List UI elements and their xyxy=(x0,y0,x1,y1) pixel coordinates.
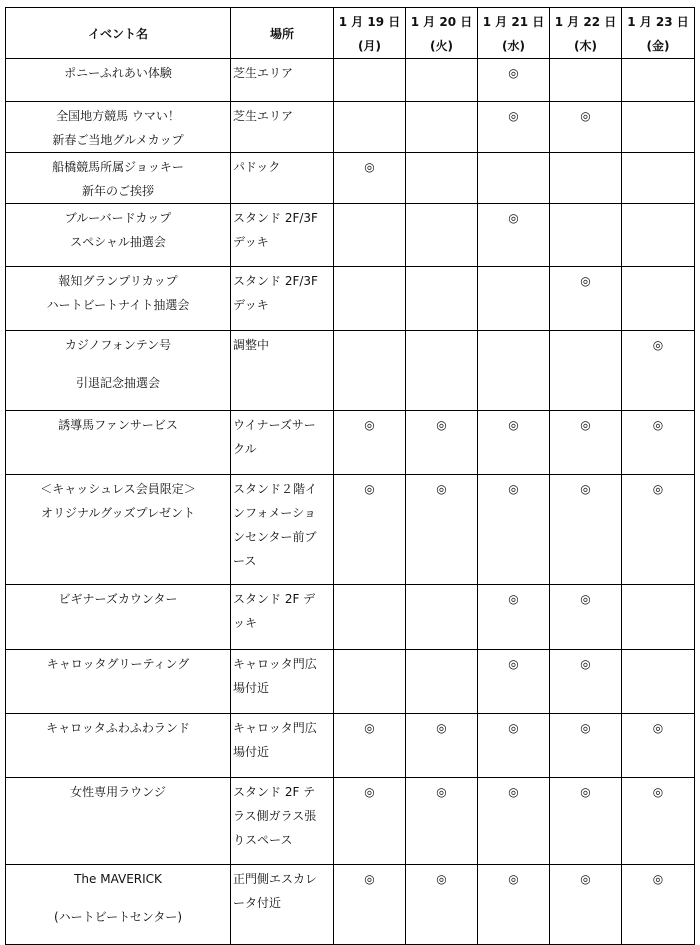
header-dow: (金) xyxy=(646,39,670,53)
table-row xyxy=(6,650,695,714)
header-dow: (木) xyxy=(574,39,597,53)
event-name-line: 全国地方競馬 ウマい！ xyxy=(56,109,180,123)
double-circle-mark: ◎ xyxy=(508,657,519,671)
date-cell xyxy=(406,714,478,778)
table-row xyxy=(6,865,695,945)
place-line: ウイナーズサー xyxy=(233,418,316,432)
date-cell xyxy=(406,411,478,475)
event-name-cell xyxy=(6,865,231,945)
event-name-line: ハートビートナイト抽選会 xyxy=(46,298,190,312)
header-dow: (月) xyxy=(358,39,381,53)
table-row xyxy=(6,331,695,411)
date-cell xyxy=(550,650,622,714)
place-cell xyxy=(231,331,334,411)
place-line: 場付近 xyxy=(233,681,270,695)
table-row xyxy=(6,59,695,102)
date-cell xyxy=(334,153,406,204)
date-cell xyxy=(478,153,550,204)
event-name-line: ビギナーズカウンター xyxy=(58,592,178,606)
double-circle-mark: ◎ xyxy=(508,592,519,606)
event-name-cell xyxy=(6,585,231,650)
place-line: ース xyxy=(233,554,257,568)
date-cell xyxy=(550,267,622,331)
date-cell xyxy=(622,475,695,585)
date-cell xyxy=(550,475,622,585)
table-row xyxy=(6,714,695,778)
date-cell xyxy=(406,102,478,153)
event-name-line: キャロッタふわふわランド xyxy=(46,721,190,735)
place-cell xyxy=(231,778,334,865)
double-circle-mark: ◎ xyxy=(364,721,375,735)
place-cell xyxy=(231,865,334,945)
date-cell xyxy=(406,331,478,411)
double-circle-mark: ◎ xyxy=(508,66,519,80)
date-cell xyxy=(334,650,406,714)
line-gap xyxy=(8,357,228,371)
double-circle-mark: ◎ xyxy=(580,872,591,886)
event-name-line: 新年のご挨拶 xyxy=(81,184,154,198)
event-name-line: カジノフォンテン号 xyxy=(64,338,172,352)
place-cell xyxy=(231,102,334,153)
double-circle-mark: ◎ xyxy=(364,785,375,799)
double-circle-mark: ◎ xyxy=(508,482,519,496)
header-date-4 xyxy=(622,8,695,59)
header-date-1 xyxy=(406,8,478,59)
double-circle-mark: ◎ xyxy=(436,872,447,886)
event-name-cell xyxy=(6,267,231,331)
header-date: 1 月 20 日 xyxy=(410,15,473,29)
double-circle-mark: ◎ xyxy=(580,274,591,288)
date-cell xyxy=(406,778,478,865)
double-circle-mark: ◎ xyxy=(580,592,591,606)
date-cell xyxy=(550,865,622,945)
date-cell xyxy=(622,865,695,945)
place-line: キャロッタ門広 xyxy=(233,721,317,735)
date-cell xyxy=(622,778,695,865)
date-cell xyxy=(622,204,695,267)
date-cell xyxy=(622,331,695,411)
table-row xyxy=(6,778,695,865)
date-cell xyxy=(550,102,622,153)
place-line: スタンド 2F/3F xyxy=(233,211,318,225)
double-circle-mark: ◎ xyxy=(364,418,375,432)
place-line: ータ付近 xyxy=(233,896,282,910)
event-name-line: 引退記念抽選会 xyxy=(75,376,160,390)
date-cell xyxy=(334,102,406,153)
place-line: スタンド 2F デ xyxy=(233,592,316,606)
double-circle-mark: ◎ xyxy=(652,785,664,799)
place-line: スタンド２階イ xyxy=(233,482,318,496)
double-circle-mark: ◎ xyxy=(436,418,447,432)
place-line: ンセンター前ブ xyxy=(233,530,317,544)
header-place: 場所 xyxy=(231,8,334,59)
date-cell xyxy=(622,714,695,778)
place-line: クル xyxy=(233,442,257,456)
date-cell xyxy=(406,59,478,102)
event-name-cell xyxy=(6,778,231,865)
date-cell xyxy=(550,204,622,267)
event-name-cell xyxy=(6,153,231,204)
date-cell xyxy=(478,475,550,585)
place-line: ラス側ガラス張 xyxy=(233,809,317,823)
double-circle-mark: ◎ xyxy=(508,785,519,799)
date-cell xyxy=(550,59,622,102)
date-cell xyxy=(334,475,406,585)
double-circle-mark: ◎ xyxy=(580,482,591,496)
date-cell xyxy=(478,411,550,475)
place-line: 場付近 xyxy=(233,745,270,759)
date-cell xyxy=(406,650,478,714)
event-name-line: ＜キャッシュレス会員限定＞ xyxy=(40,482,196,496)
place-line: スタンド 2F テ xyxy=(233,785,316,799)
date-cell xyxy=(478,204,550,267)
date-cell xyxy=(550,714,622,778)
header-date: 1 月 21 日 xyxy=(482,15,545,29)
table-row xyxy=(6,585,695,650)
place-cell xyxy=(231,267,334,331)
date-cell xyxy=(334,59,406,102)
table-row xyxy=(6,475,695,585)
event-name-cell xyxy=(6,331,231,411)
place-line: 芝生エリア xyxy=(233,66,294,80)
date-cell xyxy=(406,204,478,267)
event-name-line: キャロッタグリーティング xyxy=(46,657,190,671)
place-line: デッキ xyxy=(233,235,269,249)
double-circle-mark: ◎ xyxy=(580,109,591,123)
date-cell xyxy=(478,714,550,778)
place-cell xyxy=(231,204,334,267)
date-cell xyxy=(334,865,406,945)
place-cell xyxy=(231,411,334,475)
date-cell xyxy=(478,865,550,945)
date-cell xyxy=(478,331,550,411)
double-circle-mark: ◎ xyxy=(436,785,447,799)
place-line: デッキ xyxy=(233,298,269,312)
date-cell xyxy=(478,59,550,102)
double-circle-mark: ◎ xyxy=(580,785,591,799)
table-row xyxy=(6,153,695,204)
header-event-name: イベント名 xyxy=(6,8,231,59)
date-cell xyxy=(550,778,622,865)
event-name-line: 船橋競馬所属ジョッキー xyxy=(52,160,184,174)
event-name-cell xyxy=(6,102,231,153)
table-row xyxy=(6,411,695,475)
schedule-body xyxy=(6,59,695,945)
place-cell xyxy=(231,153,334,204)
double-circle-mark: ◎ xyxy=(580,418,591,432)
place-line: パドック xyxy=(233,160,281,174)
place-cell xyxy=(231,59,334,102)
double-circle-mark: ◎ xyxy=(508,211,519,225)
header-dow: (水) xyxy=(502,39,525,53)
place-cell xyxy=(231,650,334,714)
date-cell xyxy=(622,267,695,331)
date-cell xyxy=(622,102,695,153)
double-circle-mark: ◎ xyxy=(652,482,664,496)
double-circle-mark: ◎ xyxy=(652,338,664,352)
place-cell xyxy=(231,714,334,778)
double-circle-mark: ◎ xyxy=(364,160,375,174)
double-circle-mark: ◎ xyxy=(508,721,519,735)
event-name-line: (ハートビートセンター) xyxy=(53,910,183,924)
double-circle-mark: ◎ xyxy=(652,872,664,886)
table-row xyxy=(6,267,695,331)
table-row xyxy=(6,204,695,267)
double-circle-mark: ◎ xyxy=(436,482,447,496)
date-cell xyxy=(550,411,622,475)
header-date-0 xyxy=(334,8,406,59)
double-circle-mark: ◎ xyxy=(508,872,519,886)
date-cell xyxy=(622,411,695,475)
date-cell xyxy=(478,778,550,865)
event-name-line: オリジナルグッズプレゼント xyxy=(40,506,196,520)
date-cell xyxy=(334,714,406,778)
double-circle-mark: ◎ xyxy=(508,418,519,432)
header-date: 1 月 23 日 xyxy=(627,15,689,29)
date-cell xyxy=(478,267,550,331)
table-row xyxy=(6,102,695,153)
event-name-cell xyxy=(6,650,231,714)
event-schedule-table xyxy=(5,7,695,945)
date-cell xyxy=(550,585,622,650)
double-circle-mark: ◎ xyxy=(580,657,591,671)
date-cell xyxy=(334,585,406,650)
date-cell xyxy=(622,59,695,102)
event-name-line: ブルーバードカップ xyxy=(64,211,172,225)
event-name-line: ポニーふれあい体験 xyxy=(64,66,172,80)
place-line: りスペース xyxy=(233,833,293,847)
double-circle-mark: ◎ xyxy=(364,872,375,886)
date-cell xyxy=(478,102,550,153)
header-date: 1 月 22 日 xyxy=(554,15,617,29)
place-line: ンフォメーショ xyxy=(233,506,316,520)
date-cell xyxy=(550,153,622,204)
place-line: キャロッタ門広 xyxy=(233,657,317,671)
date-cell xyxy=(406,267,478,331)
place-line: 正門側エスカレ xyxy=(233,872,318,886)
event-name-cell xyxy=(6,475,231,585)
double-circle-mark: ◎ xyxy=(364,482,375,496)
event-name-cell xyxy=(6,411,231,475)
place-line: 調整中 xyxy=(233,338,270,352)
date-cell xyxy=(334,411,406,475)
double-circle-mark: ◎ xyxy=(652,418,664,432)
header-date-2 xyxy=(478,8,550,59)
event-name-cell xyxy=(6,59,231,102)
date-cell xyxy=(406,865,478,945)
date-cell xyxy=(550,331,622,411)
place-line: 芝生エリア xyxy=(233,109,294,123)
event-name-cell xyxy=(6,714,231,778)
date-cell xyxy=(622,650,695,714)
header-date: 1 月 19 日 xyxy=(338,15,401,29)
event-name-cell xyxy=(6,204,231,267)
date-cell xyxy=(334,778,406,865)
header-dow: (火) xyxy=(430,39,453,53)
header-row xyxy=(6,8,695,59)
date-cell xyxy=(334,331,406,411)
event-name-line: 報知グランプリカップ xyxy=(58,274,178,288)
date-cell xyxy=(334,267,406,331)
double-circle-mark: ◎ xyxy=(652,721,664,735)
date-cell xyxy=(406,585,478,650)
date-cell xyxy=(478,585,550,650)
date-cell xyxy=(406,475,478,585)
place-cell xyxy=(231,475,334,585)
event-name-line: 女性専用ラウンジ xyxy=(70,785,166,799)
date-cell xyxy=(406,153,478,204)
event-name-line: 誘導馬ファンサービス xyxy=(58,418,178,432)
date-cell xyxy=(478,650,550,714)
line-gap xyxy=(8,891,228,905)
double-circle-mark: ◎ xyxy=(580,721,591,735)
date-cell xyxy=(622,153,695,204)
event-name-line: 新春ご当地グルメカップ xyxy=(52,133,184,147)
double-circle-mark: ◎ xyxy=(508,109,519,123)
header-date-3 xyxy=(550,8,622,59)
event-name-line: The MAVERICK xyxy=(74,872,162,886)
date-cell xyxy=(334,204,406,267)
place-cell xyxy=(231,585,334,650)
date-cell xyxy=(622,585,695,650)
place-line: ッキ xyxy=(233,616,258,630)
double-circle-mark: ◎ xyxy=(436,721,447,735)
place-line: スタンド 2F/3F xyxy=(233,274,318,288)
event-name-line: スペシャル抽選会 xyxy=(70,235,166,249)
